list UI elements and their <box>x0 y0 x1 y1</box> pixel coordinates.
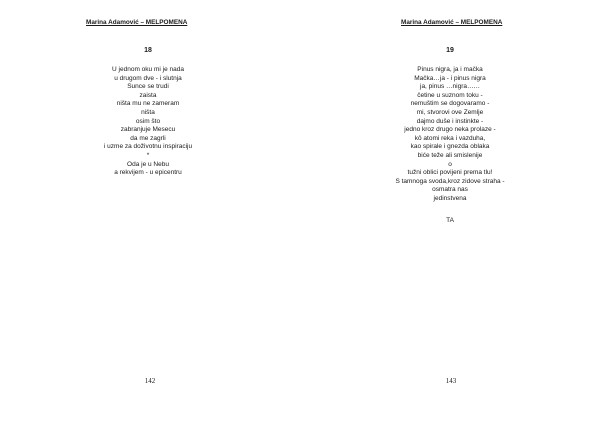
poem-line: ja, pinus …nigra…… <box>420 83 480 91</box>
poem-line: Sunce se trudi <box>127 83 169 91</box>
poem-line: zabranjuje Mesecu <box>120 126 176 134</box>
poem-line: jedno kroz drugo neka prolaze - <box>404 126 496 134</box>
right-page-number: 143 <box>445 377 457 385</box>
poem-line: mi, stvorovi ove Zemlje <box>416 108 484 116</box>
poem-line: ništa mu ne zameram <box>116 100 180 108</box>
poem-line: nemuštim se dogovaramo - <box>410 100 490 108</box>
poem-line: zaista <box>139 91 157 99</box>
right-poem-number: 19 <box>446 47 454 54</box>
poem-line: i uzme za doživotnu inspiraciju <box>103 143 193 151</box>
poem-line: a rekvijem - u epicentru <box>114 169 182 177</box>
poem-line: U jednom oku mi je nada <box>112 66 184 73</box>
left-page-number: 142 <box>144 377 156 385</box>
poem-line: da me zagrli <box>130 134 166 142</box>
poem-line: jedinstvena <box>433 194 467 202</box>
poem-line: dajmo duše i instinkte - <box>416 117 484 125</box>
poem-line: tužni oblici povijeni prema tlu! <box>407 169 493 177</box>
poem-line: u drugom dve - i slutnja <box>114 74 182 82</box>
left-poem-number: 18 <box>144 47 152 54</box>
right-page <box>300 0 600 425</box>
poem-separator: * <box>146 151 150 159</box>
poem-line: o <box>448 160 452 168</box>
poem-line: Mačka…ja - i pinus nigra <box>414 74 486 82</box>
poem-line: osmatra nas <box>432 186 468 194</box>
poem-line: ništa <box>141 108 155 116</box>
left-poem-text <box>88 66 208 178</box>
poem-line: biće teže ali smislenije <box>417 151 483 159</box>
poem-line: S tamnoga svoda,kroz zidove straha - <box>395 177 505 185</box>
poem-line: Oda je u Nebu <box>127 160 169 168</box>
right-poem-text <box>378 66 522 225</box>
poem-line: Pinus nigra, ja i mačka <box>417 66 483 73</box>
poem-line: kô atomi reka i vazduha, <box>414 134 486 142</box>
poem-line: kao spirale i gnezda oblaka <box>410 143 490 151</box>
right-running-header: Marina Adamović – MELPOMENA <box>401 19 503 26</box>
poem-line: četine u suznom toku - <box>417 91 483 99</box>
poem-line: osim što <box>135 117 161 125</box>
left-running-header: Marina Adamović – MELPOMENA <box>86 19 188 26</box>
poem-signature: TA <box>446 216 454 224</box>
